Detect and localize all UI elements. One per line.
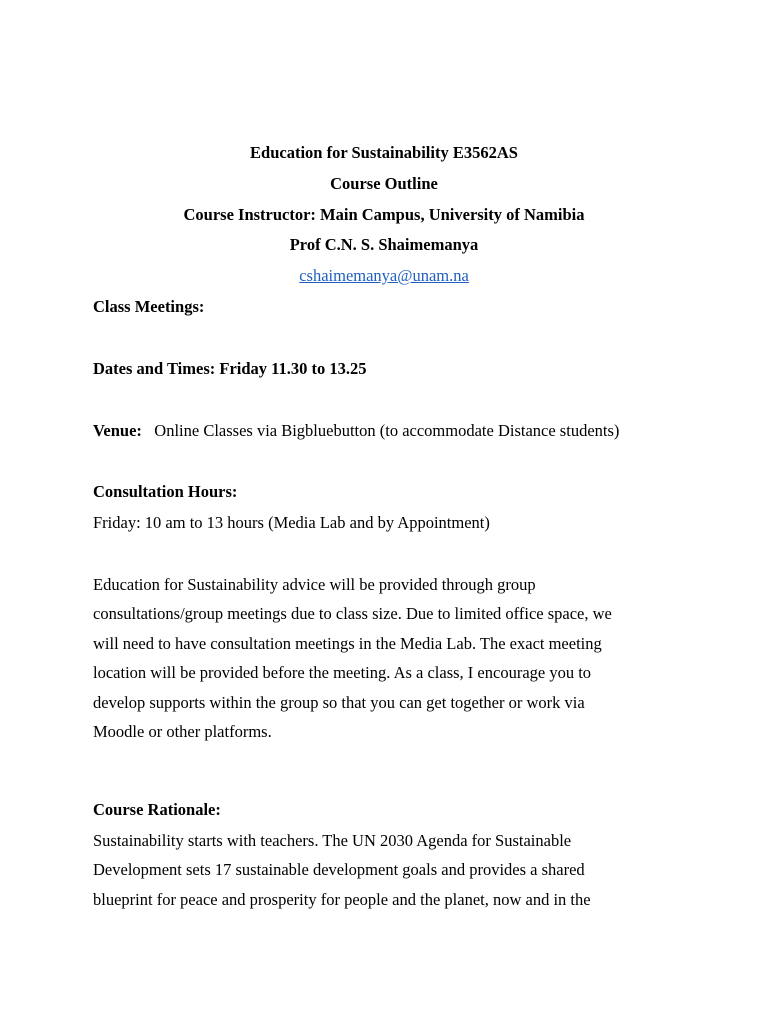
course-title: Education for Sustainability E3562AS [250, 143, 518, 162]
email-line [0, 266, 768, 286]
paragraph-line: Education for Sustainability advice will be provided through group [93, 575, 536, 594]
consultation-paragraph [93, 575, 673, 751]
email-link[interactable]: cshaimemanya@unam.na [299, 266, 469, 285]
instructor-line: Course Instructor: Main Campus, University of Namibia [183, 205, 585, 224]
venue-label: Venue: [93, 421, 142, 440]
consultation-hours: Friday: 10 am to 13 hours (Media Lab and by Appointment) [93, 513, 490, 532]
paragraph-line: Moodle or other platforms. [93, 721, 272, 741]
paragraph-line: Sustainability starts with teachers. The UN 2030 Agenda for Sustainable [93, 831, 572, 850]
paragraph-line: Development sets 17 sustainable development goals and provides a shared [93, 860, 585, 880]
paragraph-line: develop supports within the group so that you can get together or work via [93, 692, 585, 712]
dates-times: Dates and Times: Friday 11.30 to 13.25 [93, 359, 367, 378]
venue-value: Online Classes via Bigbluebutton (to accommodate Distance students) [154, 421, 620, 440]
rationale-paragraph [93, 831, 673, 919]
course-subtitle: Course Outline [330, 174, 438, 193]
paragraph-line: blueprint for peace and prosperity for people and the planet, now and in the [93, 889, 591, 909]
rationale-heading: Course Rationale: [93, 800, 221, 819]
paragraph-line: consultations/group meetings due to class size. Due to limited office space, we [93, 604, 612, 624]
venue-line [93, 421, 619, 441]
consultation-heading: Consultation Hours: [93, 482, 238, 501]
professor-name: Prof C.N. S. Shaimemanya [289, 235, 479, 254]
paragraph-line: will need to have consultation meetings in the Media Lab. The exact meeting [93, 633, 602, 653]
class-meetings-heading: Class Meetings: [93, 297, 205, 316]
paragraph-line: location will be provided before the meeting. As a class, I encourage you to [93, 663, 592, 683]
